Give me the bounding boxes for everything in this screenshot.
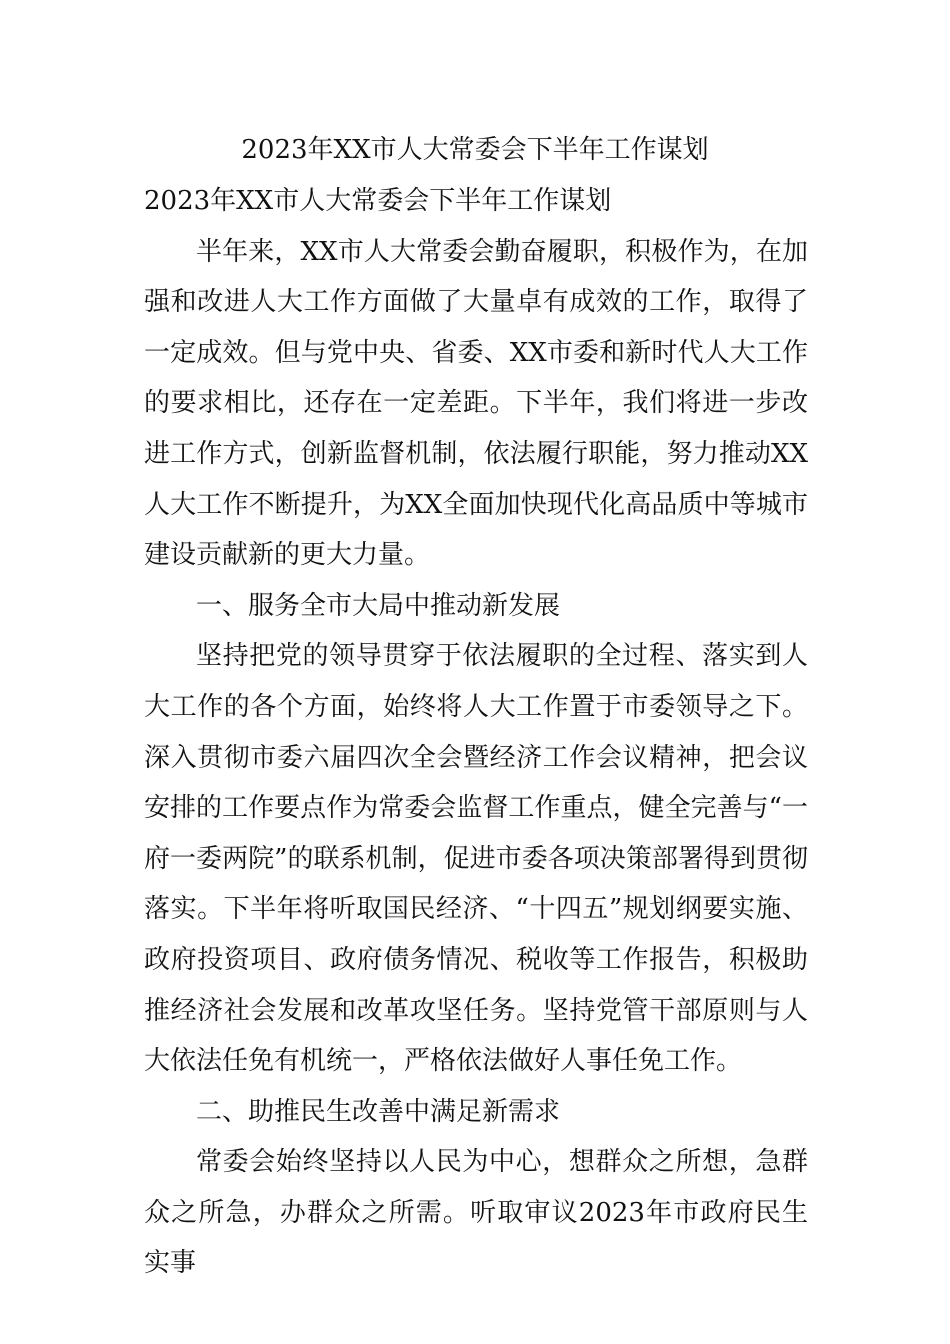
- section-heading-1: 一、服务全市大局中推动新发展: [196, 590, 561, 621]
- intro-paragraph: 半年来，XX市人大常委会勤奋履职，积极作为，在加强和改进人大工作方面做了大量卓有成效的工作，取得了一定成效。但与党中央、省委、XX市委和新时代人大工作的要求相比，还存在一定差距。下半年，我们将进一步改进工作方式，创新监督机制，依法履行职能，努力推动XX人大工作不断提升，为XX全面加快现代化高品质中等城市建设贡献新的更大力量。: [144, 236, 808, 571]
- section-heading-2: 二、助推民生改善中满足新需求: [196, 1096, 561, 1127]
- section-paragraph-1: 坚持把党的领导贯穿于依法履职的全过程、落实到人大工作的各个方面，始终将人大工作置于市委领导之下。深入贯彻市委六届四次全会暨经济工作会议精神，把会议安排的工作要点作为常委会监督工作重点，健全完善与“一府一委两院”的联系机制，促进市委各项决策部署得到贯彻落实。下半年将听取国民经济、“十四五”规划纲要实施、政府投资项目、政府债务情况、税收等工作报告，积极助推经济社会发展和改革攻坚任务。坚持党管干部原则与人大依法任免有机统一，严格依法做好人事任免工作。: [144, 641, 808, 1077]
- document-subtitle: 2023年XX市人大常委会下半年工作谋划: [144, 186, 612, 216]
- document-body: [144, 176, 808, 1289]
- document-title: 2023年XX市人大常委会下半年工作谋划: [241, 135, 709, 165]
- section-paragraph-2: 常委会始终坚持以人民为中心，想群众之所想，急群众之所急，办群众之所需。听取审议2023年市政府民生实事: [144, 1147, 808, 1279]
